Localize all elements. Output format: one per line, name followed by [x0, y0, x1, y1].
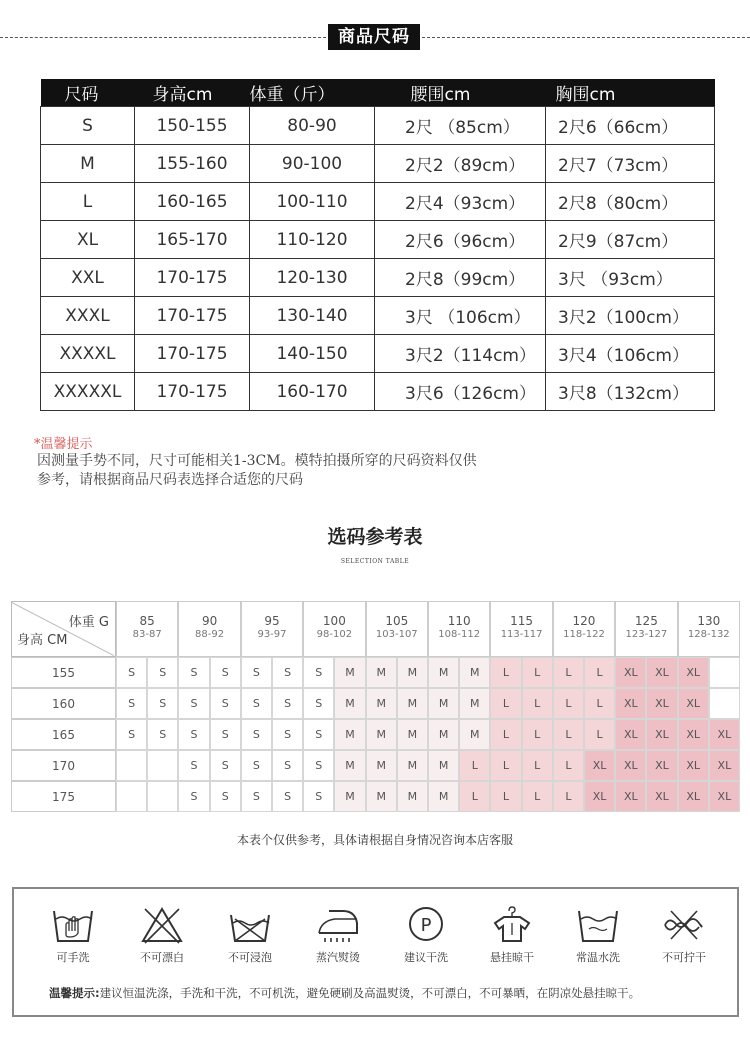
chest-cell: 2尺8（80cm）: [546, 183, 715, 221]
weight-jin: 125: [634, 614, 658, 628]
size-recommendation-cell: M: [334, 688, 365, 719]
svg-text:P: P: [420, 915, 432, 936]
size-recommendation-cell: L: [490, 781, 521, 812]
notice-title: *温馨提示: [34, 437, 93, 452]
waist-cell: 2尺8（99cm）: [375, 259, 546, 297]
weight-jin: 105: [385, 614, 409, 628]
size-recommendation-cell: M: [366, 719, 397, 750]
size-recommendation-cell: XL: [615, 719, 646, 750]
size-recommendation-cell: M: [334, 750, 365, 781]
size-recommendation-cell: L: [490, 750, 521, 781]
size-recommendation-cell: S: [147, 688, 178, 719]
size-recommendation-cell: L: [553, 688, 584, 719]
size-recommendation-cell: S: [178, 750, 209, 781]
size-table-header: [41, 79, 715, 107]
chest-cell: 3尺2（100cm）: [546, 297, 715, 335]
size-recommendation-cell: L: [522, 688, 553, 719]
waist-cell: 2尺4（93cm）: [375, 183, 546, 221]
care-item-no-soak: [210, 905, 290, 965]
size-recommendation-cell: XL: [646, 688, 677, 719]
size-recommendation-cell: S: [178, 719, 209, 750]
height-cell: 165-170: [135, 221, 250, 259]
weight-column-header: [116, 601, 178, 657]
size-recommendation-cell: XL: [646, 781, 677, 812]
size-recommendation-cell: S: [178, 657, 209, 688]
weight-range: 88-92: [195, 629, 225, 640]
weight-jin: 85: [139, 614, 155, 628]
care-tip: [49, 985, 640, 1001]
chest-cell: 2尺6（66cm）: [546, 107, 715, 145]
grid-corner-header: [11, 601, 116, 657]
size-recommendation-cell: L: [490, 688, 521, 719]
size-cell: XXL: [41, 259, 135, 297]
waist-cell: 2尺 （85cm）: [375, 107, 546, 145]
weight-cell: 90-100: [250, 145, 375, 183]
size-recommendation-cell: M: [459, 657, 490, 688]
care-item-no-bleach: [122, 905, 202, 965]
weight-axis-label: 体重 G: [68, 615, 109, 630]
height-cell: 170-175: [135, 259, 250, 297]
hand-wash-icon: [50, 905, 96, 945]
size-recommendation-cell: L: [490, 719, 521, 750]
size-recommendation-cell: S: [241, 750, 272, 781]
size-recommendation-cell: XL: [678, 750, 709, 781]
height-row-label: 155: [11, 657, 116, 688]
size-recommendation-cell: M: [397, 719, 428, 750]
size-cell: S: [41, 107, 135, 145]
size-recommendation-cell: L: [522, 719, 553, 750]
size-recommendation-cell: M: [334, 657, 365, 688]
size-cell: XXXL: [41, 297, 135, 335]
size-recommendation-cell: M: [366, 750, 397, 781]
no-soak-icon: [227, 905, 273, 945]
care-label: 不可拧干: [662, 951, 706, 964]
size-recommendation-cell: XL: [646, 657, 677, 688]
height-cell: 150-155: [135, 107, 250, 145]
size-recommendation-cell: L: [584, 688, 615, 719]
col-size: 尺码: [41, 79, 135, 107]
size-recommendation-cell: L: [553, 781, 584, 812]
care-item-hang-dry: [472, 905, 552, 965]
size-recommendation-cell: XL: [584, 781, 615, 812]
size-recommendation-cell: S: [178, 688, 209, 719]
care-tip-label: 温馨提示:: [49, 986, 100, 1000]
weight-column-header: [303, 601, 365, 657]
size-recommendation-cell: L: [459, 750, 490, 781]
weight-cell: 110-120: [250, 221, 375, 259]
size-recommendation-cell: S: [272, 688, 303, 719]
size-cell: XXXXL: [41, 335, 135, 373]
care-tip-text: 建议恒温洗涤，手洗和干洗，不可机洗，避免硬刷及高温熨烫，不可漂白，不可暴晒，在阴凉处悬挂晾干。: [99, 986, 641, 1000]
care-label: 不可漂白: [140, 951, 184, 964]
care-label: 蒸汽熨烫: [316, 951, 360, 964]
weight-column-header: [366, 601, 428, 657]
normal-water-wash-icon: [575, 905, 621, 945]
notice-line-2: 参考，请根据商品尺码表选择合适您的尺码: [37, 472, 303, 488]
weight-column-header: [178, 601, 240, 657]
size-recommendation-cell: XL: [646, 750, 677, 781]
size-recommendation-cell: XL: [709, 781, 740, 812]
notice-body: [37, 452, 597, 490]
size-recommendation-cell: M: [428, 781, 459, 812]
dry-clean-icon: [403, 905, 449, 945]
header-divider-right: [422, 37, 750, 38]
size-recommendation-cell: L: [584, 719, 615, 750]
height-row-label: 160: [11, 688, 116, 719]
care-item-no-wring: [644, 905, 724, 965]
size-recommendation-cell: [116, 750, 147, 781]
size-recommendation-cell: S: [272, 750, 303, 781]
size-cell: M: [41, 145, 135, 183]
col-weight: 体重（斤）: [250, 79, 375, 107]
size-recommendation-cell: L: [522, 657, 553, 688]
size-table-row: [41, 335, 715, 373]
size-recommendation-cell: [709, 688, 740, 719]
height-axis-label: 身高 CM: [17, 633, 68, 648]
size-recommendation-cell: L: [522, 781, 553, 812]
weight-cell: 130-140: [250, 297, 375, 335]
size-recommendation-cell: M: [366, 781, 397, 812]
size-recommendation-cell: M: [366, 657, 397, 688]
care-label: 可手洗: [56, 951, 90, 964]
size-recommendation-cell: S: [241, 657, 272, 688]
size-recommendation-cell: L: [553, 750, 584, 781]
weight-jin: 90: [201, 614, 218, 628]
waist-cell: 3尺2（114cm）: [375, 335, 546, 373]
chest-cell: 2尺9（87cm）: [546, 221, 715, 259]
col-height: 身高cm: [135, 79, 250, 107]
size-recommendation-cell: L: [459, 781, 490, 812]
selection-title: 选码参考表: [327, 526, 423, 548]
size-cell: XL: [41, 221, 135, 259]
selection-note: 本表个仅供参考，具体请根据自身情况咨询本店客服: [236, 833, 513, 847]
size-recommendation-cell: L: [522, 750, 553, 781]
size-recommendation-cell: S: [241, 781, 272, 812]
weight-range: 108-112: [438, 629, 481, 640]
size-recommendation-cell: [147, 781, 178, 812]
size-recommendation-cell: S: [210, 719, 241, 750]
size-recommendation-cell: M: [397, 750, 428, 781]
no-bleach-icon: [139, 905, 185, 945]
weight-jin: 100: [322, 614, 346, 628]
size-recommendation-cell: S: [147, 657, 178, 688]
size-recommendation-cell: [116, 781, 147, 812]
size-recommendation-cell: L: [553, 657, 584, 688]
size-table-row: [41, 145, 715, 183]
size-recommendation-cell: S: [116, 688, 147, 719]
weight-cell: 100-110: [250, 183, 375, 221]
size-recommendation-cell: S: [303, 781, 334, 812]
size-recommendation-cell: M: [428, 750, 459, 781]
size-recommendation-cell: S: [272, 657, 303, 688]
weight-column-header: [241, 601, 303, 657]
size-recommendation-cell: S: [303, 719, 334, 750]
size-recommendation-cell: M: [397, 688, 428, 719]
size-recommendation-cell: [147, 750, 178, 781]
no-wring-icon: [661, 905, 707, 945]
selection-grid: [11, 601, 740, 812]
weight-cell: 140-150: [250, 335, 375, 373]
selection-subtitle: SELECTION TABLE: [340, 558, 410, 565]
height-row-label: 165: [11, 719, 116, 750]
chest-cell: 2尺7（73cm）: [546, 145, 715, 183]
size-recommendation-cell: XL: [615, 657, 646, 688]
weight-range: 93-97: [257, 629, 287, 640]
size-recommendation-cell: S: [241, 688, 272, 719]
size-recommendation-cell: M: [428, 719, 459, 750]
size-recommendation-cell: S: [241, 719, 272, 750]
size-recommendation-cell: M: [459, 719, 490, 750]
size-recommendation-cell: M: [459, 688, 490, 719]
size-recommendation-cell: L: [584, 657, 615, 688]
care-label: 悬挂晾干: [490, 951, 534, 964]
size-recommendation-cell: M: [428, 657, 459, 688]
weight-jin: 115: [510, 614, 534, 628]
care-label: 建议干洗: [404, 951, 448, 964]
col-chest: 胸围cm: [546, 79, 715, 107]
care-label: 常温水洗: [576, 951, 620, 964]
size-cell: L: [41, 183, 135, 221]
size-table-row: [41, 373, 715, 411]
size-recommendation-cell: XL: [678, 719, 709, 750]
weight-jin: 120: [572, 614, 596, 628]
weight-range: 123-127: [625, 629, 668, 640]
size-table: [40, 79, 715, 411]
weight-cell: 80-90: [250, 107, 375, 145]
weight-column-header: [428, 601, 490, 657]
waist-cell: 2尺2（89cm）: [375, 145, 546, 183]
header-divider-left: [0, 37, 326, 38]
size-table-row: [41, 221, 715, 259]
size-recommendation-cell: M: [334, 781, 365, 812]
care-item-hand-wash: [33, 905, 113, 965]
size-recommendation-cell: S: [147, 719, 178, 750]
size-recommendation-cell: XL: [615, 750, 646, 781]
weight-range: 113-117: [500, 629, 543, 640]
size-recommendation-cell: S: [116, 719, 147, 750]
weight-cell: 160-170: [250, 373, 375, 411]
size-recommendation-cell: S: [303, 657, 334, 688]
height-cell: 170-175: [135, 373, 250, 411]
size-recommendation-cell: S: [210, 657, 241, 688]
height-cell: 170-175: [135, 335, 250, 373]
size-recommendation-cell: S: [272, 781, 303, 812]
size-recommendation-cell: S: [303, 750, 334, 781]
size-cell: XXXXXL: [41, 373, 135, 411]
weight-column-header: [615, 601, 677, 657]
weight-range: 103-107: [375, 629, 418, 640]
size-recommendation-cell: L: [490, 657, 521, 688]
size-recommendation-cell: XL: [678, 657, 709, 688]
weight-column-header: [553, 601, 615, 657]
steam-iron-icon: [315, 905, 361, 945]
weight-range: 98-102: [316, 629, 353, 640]
care-label: 不可浸泡: [228, 951, 272, 964]
size-recommendation-cell: S: [303, 688, 334, 719]
chest-cell: 3尺4（106cm）: [546, 335, 715, 373]
care-instructions-box: [12, 887, 739, 1017]
size-recommendation-cell: XL: [615, 688, 646, 719]
height-cell: 155-160: [135, 145, 250, 183]
height-cell: 170-175: [135, 297, 250, 335]
size-recommendation-cell: M: [428, 688, 459, 719]
size-table-row: [41, 259, 715, 297]
size-recommendation-cell: XL: [646, 719, 677, 750]
size-recommendation-cell: XL: [678, 688, 709, 719]
size-table-row: [41, 297, 715, 335]
weight-column-header: [678, 601, 740, 657]
weight-jin: 95: [264, 614, 280, 628]
size-table-row: [41, 183, 715, 221]
size-table-body: [41, 107, 715, 411]
col-waist: 腰围cm: [375, 79, 546, 107]
size-recommendation-cell: S: [272, 719, 303, 750]
size-recommendation-cell: L: [553, 719, 584, 750]
height-cell: 160-165: [135, 183, 250, 221]
weight-range: 83-87: [132, 629, 162, 640]
care-item-normal-wash: [558, 905, 638, 965]
waist-cell: 3尺 （106cm）: [375, 297, 546, 335]
size-recommendation-cell: XL: [678, 781, 709, 812]
size-recommendation-cell: XL: [584, 750, 615, 781]
size-recommendation-cell: S: [210, 781, 241, 812]
weight-jin: 130: [697, 614, 721, 628]
hang-dry-icon: [489, 905, 535, 945]
size-recommendation-cell: XL: [709, 719, 740, 750]
size-recommendation-cell: S: [116, 657, 147, 688]
weight-range: 118-122: [563, 629, 605, 640]
size-recommendation-cell: S: [210, 688, 241, 719]
height-row-label: 170: [11, 750, 116, 781]
weight-range: 128-132: [687, 629, 730, 640]
waist-cell: 3尺6（126cm）: [375, 373, 546, 411]
waist-cell: 2尺6（96cm）: [375, 221, 546, 259]
size-recommendation-cell: M: [397, 657, 428, 688]
size-recommendation-cell: XL: [709, 750, 740, 781]
size-recommendation-cell: XL: [615, 781, 646, 812]
care-item-steam-iron: [298, 905, 378, 965]
weight-cell: 120-130: [250, 259, 375, 297]
section-title: 商品尺码: [328, 24, 420, 50]
height-row-label: 175: [11, 781, 116, 812]
size-recommendation-cell: S: [178, 781, 209, 812]
chest-cell: 3尺8（132cm）: [546, 373, 715, 411]
notice-line-1: 因测量手势不同，尺寸可能相关1-3CM。模特拍摄所穿的尺码资料仅供: [37, 453, 477, 469]
weight-jin: 110: [447, 614, 471, 628]
weight-column-header: [490, 601, 552, 657]
care-item-dry-clean: [386, 905, 466, 965]
size-recommendation-cell: M: [366, 688, 397, 719]
size-recommendation-cell: M: [397, 781, 428, 812]
chest-cell: 3尺 （93cm）: [546, 259, 715, 297]
size-recommendation-cell: [709, 657, 740, 688]
size-recommendation-cell: S: [210, 750, 241, 781]
size-table-row: [41, 107, 715, 145]
size-recommendation-cell: M: [334, 719, 365, 750]
